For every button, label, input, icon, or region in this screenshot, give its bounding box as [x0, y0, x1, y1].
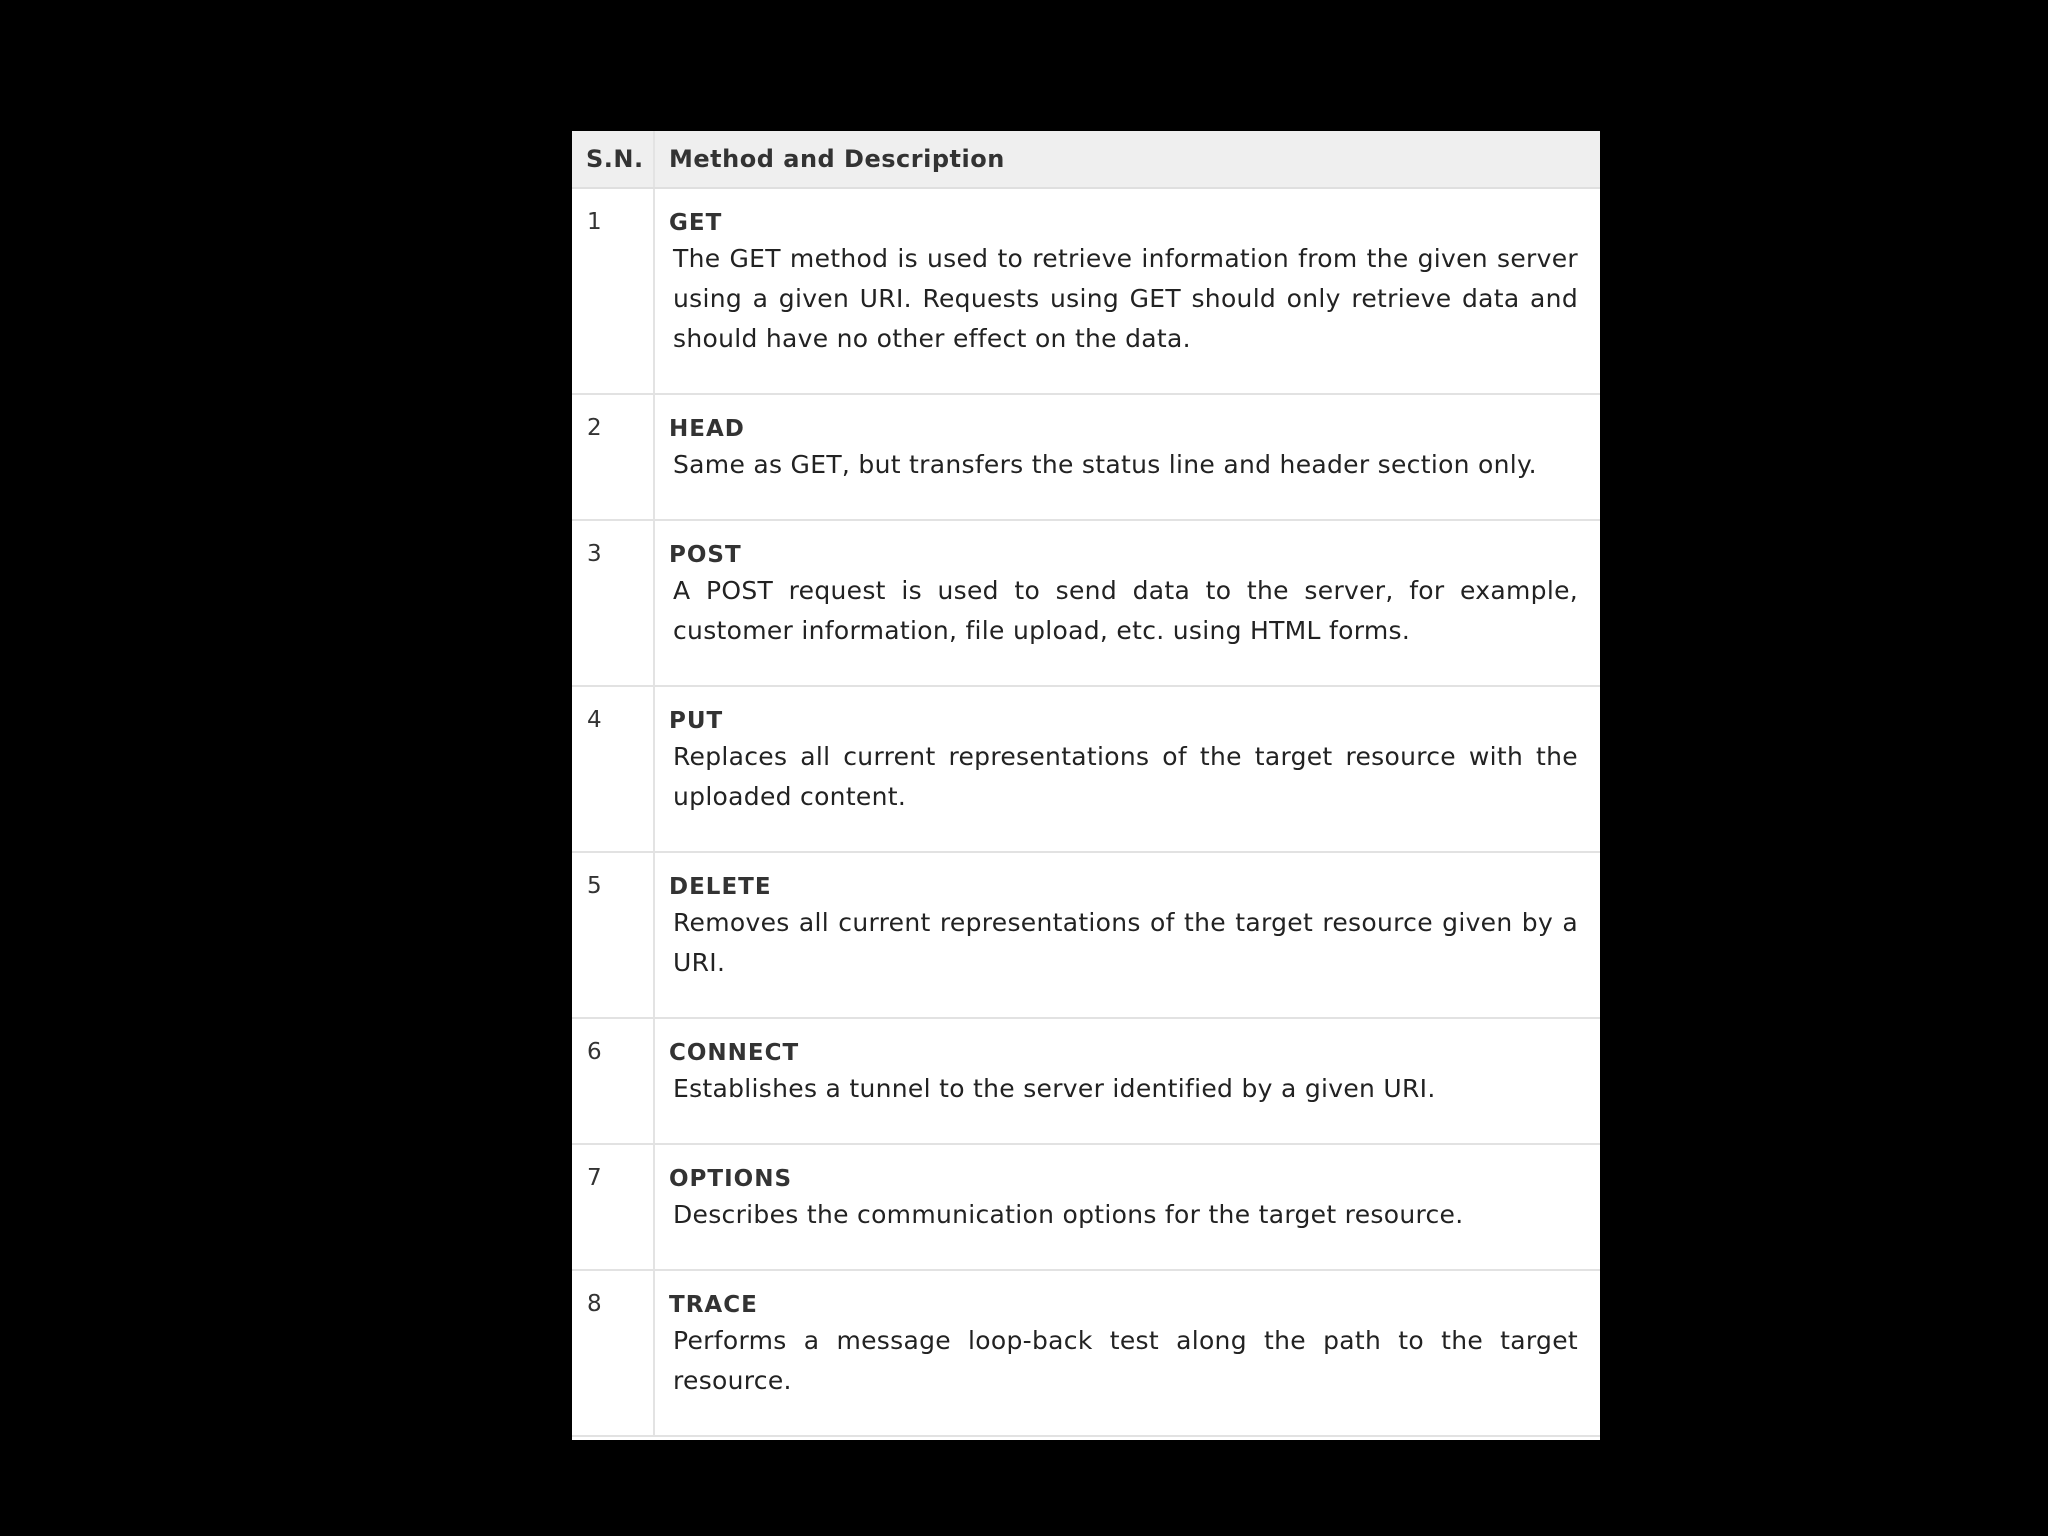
row-method-cell	[654, 686, 1600, 852]
method-name: POST	[669, 542, 742, 568]
method-name: OPTIONS	[669, 1166, 793, 1192]
row-method-cell	[654, 1144, 1600, 1270]
header-sn: S.N.	[572, 131, 654, 188]
row-method-cell	[654, 852, 1600, 1018]
method-description: The GET method is used to retrieve information from the given server using a given URI. Requests using GET should only retrieve data and should have no other effect on the data.	[673, 244, 1578, 353]
table-row	[572, 852, 1600, 1018]
row-method-cell	[654, 1018, 1600, 1144]
row-sn: 7	[572, 1144, 654, 1270]
row-method-cell	[654, 394, 1600, 520]
table-row	[572, 520, 1600, 686]
row-sn: 6	[572, 1018, 654, 1144]
row-sn: 8	[572, 1270, 654, 1436]
method-description: Establishes a tunnel to the server identified by a given URI.	[673, 1074, 1436, 1103]
row-method-cell	[654, 188, 1600, 394]
method-name: HEAD	[669, 416, 745, 442]
method-description: Replaces all current representations of the target resource with the uploaded content.	[673, 742, 1578, 811]
method-name: CONNECT	[669, 1040, 800, 1066]
http-methods-table	[572, 131, 1600, 1437]
table-row	[572, 1144, 1600, 1270]
method-name: TRACE	[669, 1292, 758, 1318]
row-sn: 4	[572, 686, 654, 852]
table-row	[572, 188, 1600, 394]
row-sn: 1	[572, 188, 654, 394]
row-method-cell	[654, 1270, 1600, 1436]
method-name: GET	[669, 210, 723, 236]
table-row	[572, 1270, 1600, 1436]
table-row	[572, 394, 1600, 520]
method-name: PUT	[669, 708, 724, 734]
table-header-row	[572, 131, 1600, 188]
row-method-cell	[654, 520, 1600, 686]
table-row	[572, 686, 1600, 852]
row-sn: 5	[572, 852, 654, 1018]
http-methods-table-container	[572, 131, 1600, 1440]
method-description: Removes all current representations of the target resource given by a URI.	[673, 908, 1578, 977]
row-sn: 3	[572, 520, 654, 686]
method-name: DELETE	[669, 874, 772, 900]
method-description: Same as GET, but transfers the status line and header section only.	[673, 450, 1537, 479]
table-row	[572, 1018, 1600, 1144]
method-description: Performs a message loop-back test along the path to the target resource.	[673, 1326, 1578, 1395]
row-sn: 2	[572, 394, 654, 520]
header-method-description: Method and Description	[654, 131, 1600, 188]
method-description: Describes the communication options for the target resource.	[673, 1200, 1464, 1229]
method-description: A POST request is used to send data to the server, for example, customer information, file upload, etc. using HTML forms.	[673, 576, 1578, 645]
